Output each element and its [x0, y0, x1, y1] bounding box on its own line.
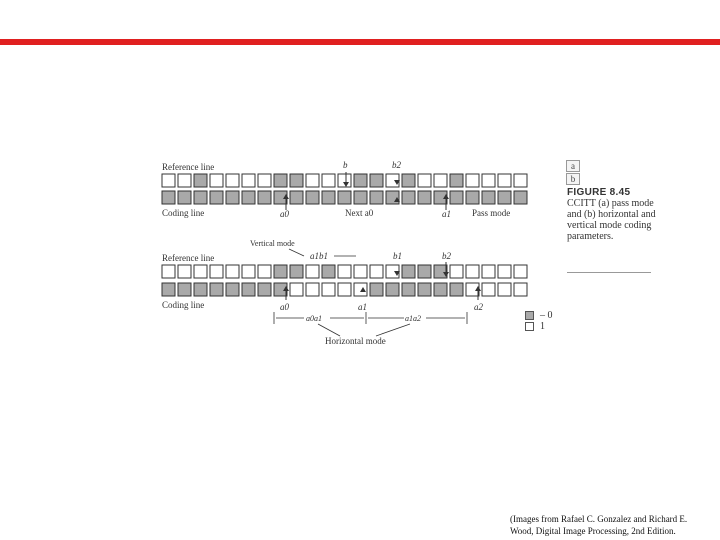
panel-b-coding-pixel — [514, 283, 527, 296]
panel-tag-a: a — [566, 160, 580, 172]
panel-b-coding-pixel — [178, 283, 191, 296]
panel-b-a1-label: a1 — [358, 302, 367, 312]
panel-b-coding-line-label: Coding line — [162, 300, 205, 310]
panel-b-coding-pixel — [258, 283, 271, 296]
panel-b-coding-pixel — [482, 283, 495, 296]
panel-a-coding-pixel — [242, 191, 255, 204]
legend-label-0: – 0 — [540, 310, 553, 321]
figure-number: FIGURE 8.45 — [567, 187, 631, 198]
panel-b-reference-pixel — [498, 265, 511, 278]
panel-b-reference-pixel — [274, 265, 287, 278]
panel-b-reference-line-label: Reference line — [162, 253, 215, 263]
panel-a-reference-pixel-row — [162, 174, 527, 187]
panel-b-reference-pixel — [434, 265, 447, 278]
panel-a-coding-pixel — [290, 191, 303, 204]
panel-a-b2-label: b2 — [392, 160, 401, 170]
panel-a-reference-pixel — [226, 174, 239, 187]
source-note-line-2: Wood, Digital Image Processing, 2nd Edition. — [510, 526, 676, 536]
panel-a-reference-pixel — [370, 174, 383, 187]
figure-caption-text: CCITT (a) pass mode and (b) horizontal and vertical mode coding parameters. — [567, 198, 656, 242]
panel-b-reference-pixel — [258, 265, 271, 278]
panel-tags — [566, 160, 580, 186]
panel-a-coding-pixel — [418, 191, 431, 204]
panel-a-reference-pixel — [418, 174, 431, 187]
panel-b-coding-pixel — [290, 283, 303, 296]
panel-a-coding-pixel — [226, 191, 239, 204]
panel-b-reference-pixel-row — [162, 265, 527, 278]
panel-b-reference-pixel — [226, 265, 239, 278]
panel-a-reference-pixel — [338, 174, 351, 187]
panel-a-reference-pixel — [306, 174, 319, 187]
panel-b-reference-pixel — [418, 265, 431, 278]
panel-b-vertical-mode-label: Vertical mode — [250, 239, 295, 248]
panel-b-coding-pixel — [242, 283, 255, 296]
panel-a-coding-pixel — [194, 191, 207, 204]
panel-a-coding-pixel — [178, 191, 191, 204]
legend-white-square-icon — [525, 322, 534, 331]
panel-b-vertical-mode-leader — [289, 249, 304, 256]
panel-b-coding-pixel — [306, 283, 319, 296]
panel-a-a1-label: a1 — [442, 209, 451, 219]
panel-a-reference-pixel — [162, 174, 175, 187]
panel-a-coding-pixel — [402, 191, 415, 204]
panel-a-pass-mode-label: Pass mode — [472, 208, 511, 218]
panel-b-reference-pixel — [242, 265, 255, 278]
panel-a-b1-label: b — [343, 160, 348, 170]
panel-a — [162, 160, 527, 219]
panel-b-reference-pixel — [322, 265, 335, 278]
panel-b-reference-pixel — [306, 265, 319, 278]
panel-b-b1-label: b1 — [393, 251, 402, 261]
panel-b-reference-pixel — [482, 265, 495, 278]
panel-a-reference-pixel — [178, 174, 191, 187]
legend-item-0 — [525, 310, 553, 321]
panel-b-horizontal-leader-left — [318, 324, 340, 336]
panel-a-reference-pixel — [290, 174, 303, 187]
panel-a-coding-pixel-row — [162, 191, 527, 204]
panel-a-coding-pixel — [450, 191, 463, 204]
panel-a-reference-pixel — [498, 174, 511, 187]
panel-a-reference-pixel — [482, 174, 495, 187]
panel-a-reference-pixel — [466, 174, 479, 187]
panel-b-reference-pixel — [290, 265, 303, 278]
panel-b-coding-pixel — [210, 283, 223, 296]
panel-b-coding-pixel — [386, 283, 399, 296]
panel-b-reference-pixel — [210, 265, 223, 278]
panel-b-coding-pixel — [498, 283, 511, 296]
panel-a-coding-pixel — [370, 191, 383, 204]
panel-a-reference-pixel — [242, 174, 255, 187]
panel-b-reference-pixel — [450, 265, 463, 278]
panel-a-coding-pixel — [258, 191, 271, 204]
legend-label-1: 1 — [540, 321, 545, 332]
caption-rule — [567, 272, 651, 273]
panel-b-coding-pixel — [226, 283, 239, 296]
panel-a-reference-pixel — [450, 174, 463, 187]
panel-b-a2-label: a2 — [474, 302, 483, 312]
panel-b-reference-pixel — [162, 265, 175, 278]
panel-b-coding-pixel — [354, 283, 367, 296]
panel-a-reference-pixel — [402, 174, 415, 187]
panel-a-coding-pixel — [210, 191, 223, 204]
panel-a-coding-pixel — [322, 191, 335, 204]
panel-a-coding-pixel — [514, 191, 527, 204]
source-note-line-1: (Images from Rafael C. Gonzalez and Richard E. — [510, 514, 688, 524]
legend-gray-square-icon — [525, 311, 534, 320]
panel-b-coding-pixel — [162, 283, 175, 296]
panel-b-a1b1-label: a1b1 — [310, 251, 328, 261]
panel-a-reference-line-label: Reference line — [162, 162, 215, 172]
panel-b-coding-pixel-row — [162, 283, 527, 296]
panel-a-coding-pixel — [482, 191, 495, 204]
panel-b-coding-pixel — [402, 283, 415, 296]
panel-b-a0-label: a0 — [280, 302, 289, 312]
source-note — [510, 513, 715, 537]
panel-a-reference-pixel — [514, 174, 527, 187]
panel-b-coding-pixel — [194, 283, 207, 296]
panel-b-reference-pixel — [466, 265, 479, 278]
panel-b-a1a2-label: a1a2 — [405, 314, 421, 323]
panel-a-a0-label: a0 — [280, 209, 289, 219]
panel-b-coding-pixel — [434, 283, 447, 296]
panel-a-coding-pixel — [498, 191, 511, 204]
panel-a-coding-pixel — [162, 191, 175, 204]
panel-a-coding-pixel — [338, 191, 351, 204]
panel-a-reference-pixel — [258, 174, 271, 187]
panel-b-reference-pixel — [370, 265, 383, 278]
panel-a-reference-pixel — [322, 174, 335, 187]
legend — [525, 310, 553, 332]
figure-caption — [567, 187, 657, 242]
panel-b-reference-pixel — [514, 265, 527, 278]
panel-b-horizontal-mode-label: Horizontal mode — [325, 336, 386, 346]
panel-b-reference-pixel — [354, 265, 367, 278]
panel-a-coding-line-label: Coding line — [162, 208, 205, 218]
legend-item-1 — [525, 321, 553, 332]
panel-b-coding-pixel — [370, 283, 383, 296]
panel-b-reference-pixel — [402, 265, 415, 278]
panel-b-coding-pixel — [338, 283, 351, 296]
panel-a-reference-pixel — [194, 174, 207, 187]
panel-a-reference-pixel — [354, 174, 367, 187]
panel-a-reference-pixel — [434, 174, 447, 187]
panel-a-reference-pixel — [210, 174, 223, 187]
panel-a-coding-pixel — [466, 191, 479, 204]
panel-a-next-a0-label: Next a0 — [345, 208, 374, 218]
panel-a-coding-pixel — [354, 191, 367, 204]
panel-a-coding-pixel — [306, 191, 319, 204]
panel-b-reference-pixel — [178, 265, 191, 278]
panel-b-coding-pixel — [418, 283, 431, 296]
panel-b-horizontal-leader-right — [376, 324, 410, 336]
panel-b-b2-label: b2 — [442, 251, 451, 261]
panel-b-coding-pixel — [450, 283, 463, 296]
panel-b-reference-pixel — [338, 265, 351, 278]
panel-b-a0a1-label: a0a1 — [306, 314, 322, 323]
panel-a-reference-pixel — [274, 174, 287, 187]
panel-b-coding-pixel — [322, 283, 335, 296]
panel-b-reference-pixel — [194, 265, 207, 278]
panel-b — [162, 239, 527, 346]
panel-tag-b: b — [566, 173, 580, 185]
